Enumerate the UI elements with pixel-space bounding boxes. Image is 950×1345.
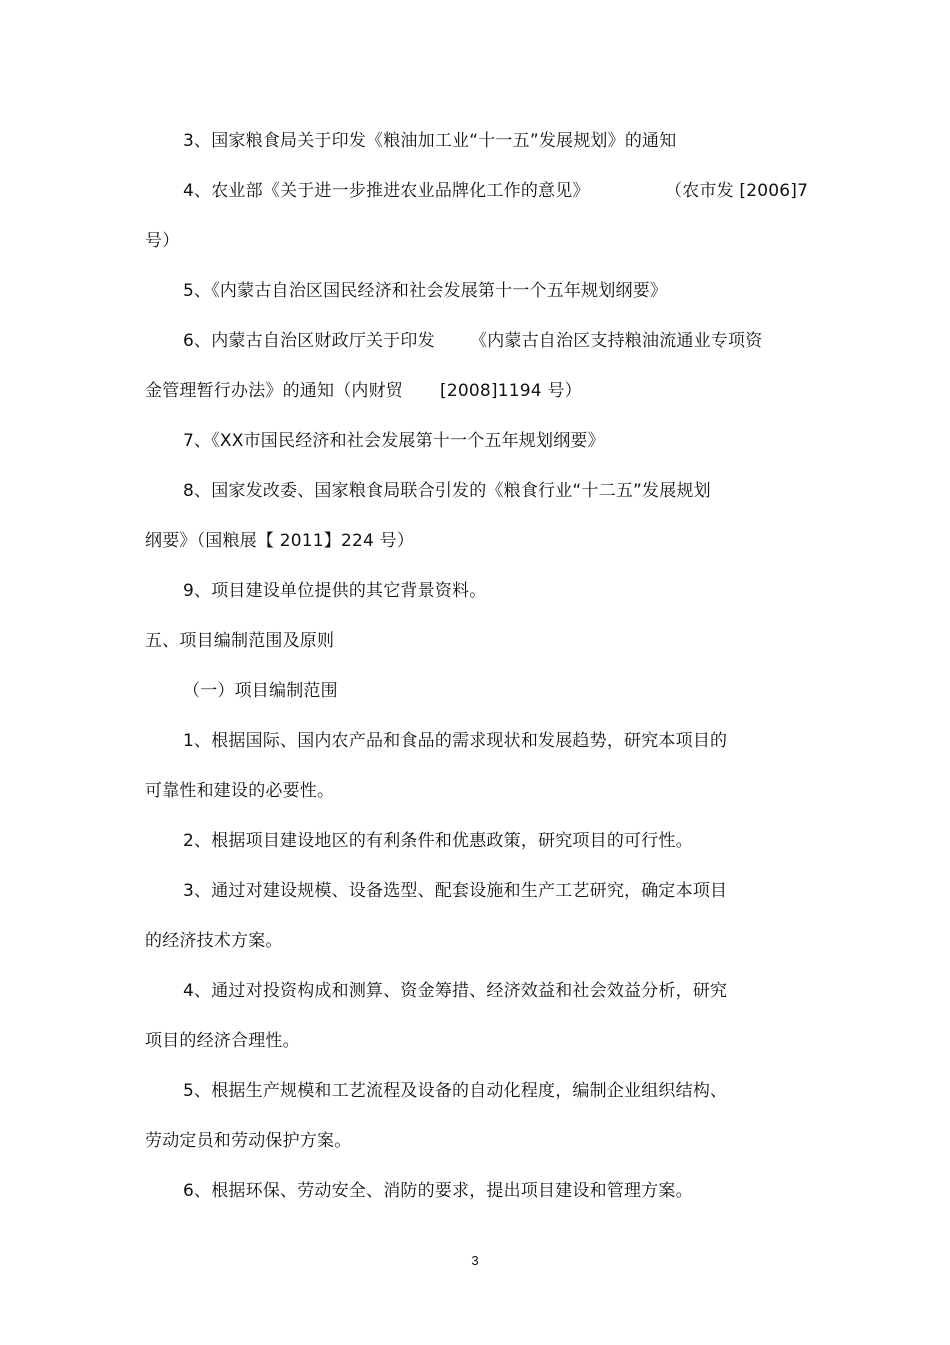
reference-item-4: 4、农业部《关于进一步推进农业品牌化工作的意见》 bbox=[183, 181, 590, 201]
scope-item-1: 1、根据国际、国内农产品和食品的需求现状和发展趋势，研究本项目的 bbox=[183, 731, 728, 751]
scope-item-3-continued: 的经济技术方案。 bbox=[145, 931, 283, 951]
scope-item-4: 4、通过对投资构成和测算、资金筹措、经济效益和社会效益分析，研究 bbox=[183, 981, 728, 1001]
scope-item-2: 2、根据项目建设地区的有利条件和优惠政策，研究项目的可行性。 bbox=[183, 831, 693, 851]
reference-item-7: 7、《XX市国民经济和社会发展第十一个五年规划纲要》 bbox=[183, 431, 605, 451]
scope-item-4-continued: 项目的经济合理性。 bbox=[145, 1031, 300, 1051]
reference-item-6-doc-number: [2008]1194 号） bbox=[440, 381, 582, 401]
scope-item-5-continued: 劳动定员和劳动保护方案。 bbox=[145, 1131, 352, 1151]
reference-item-6: 6、内蒙古自治区财政厅关于印发 bbox=[183, 331, 435, 351]
scope-item-5: 5、根据生产规模和工艺流程及设备的自动化程度，编制企业组织结构、 bbox=[183, 1081, 728, 1101]
scope-item-1-continued: 可靠性和建设的必要性。 bbox=[145, 781, 335, 801]
reference-item-9: 9、项目建设单位提供的其它背景资料。 bbox=[183, 581, 487, 601]
reference-item-5: 5、《内蒙古自治区国民经济和社会发展第十一个五年规划纲要》 bbox=[183, 281, 668, 301]
reference-item-3: 3、国家粮食局关于印发《粮油加工业“十一五”发展规划》的通知 bbox=[183, 131, 677, 151]
reference-item-4-doc-number: （农市发 [2006]7 bbox=[665, 181, 809, 201]
scope-item-3: 3、通过对建设规模、设备选型、配套设施和生产工艺研究，确定本项目 bbox=[183, 881, 728, 901]
scope-item-6: 6、根据环保、劳动安全、消防的要求，提出项目建设和管理方案。 bbox=[183, 1181, 693, 1201]
subsection-heading: （一）项目编制范围 bbox=[183, 681, 338, 701]
reference-item-4-continued: 号） bbox=[145, 231, 180, 251]
reference-item-6-title: 《内蒙古自治区支持粮油流通业专项资 bbox=[470, 331, 763, 351]
reference-item-8: 8、国家发改委、国家粮食局联合引发的《粮食行业“十二五”发展规划 bbox=[183, 481, 711, 501]
section-heading: 五、项目编制范围及原则 bbox=[145, 631, 335, 651]
reference-item-6-continued: 金管理暂行办法》的通知（内财贸 bbox=[145, 381, 403, 401]
page-number: 3 bbox=[471, 1253, 479, 1268]
reference-item-8-continued: 纲要》（国粮展【 2011】224 号） bbox=[145, 531, 415, 551]
